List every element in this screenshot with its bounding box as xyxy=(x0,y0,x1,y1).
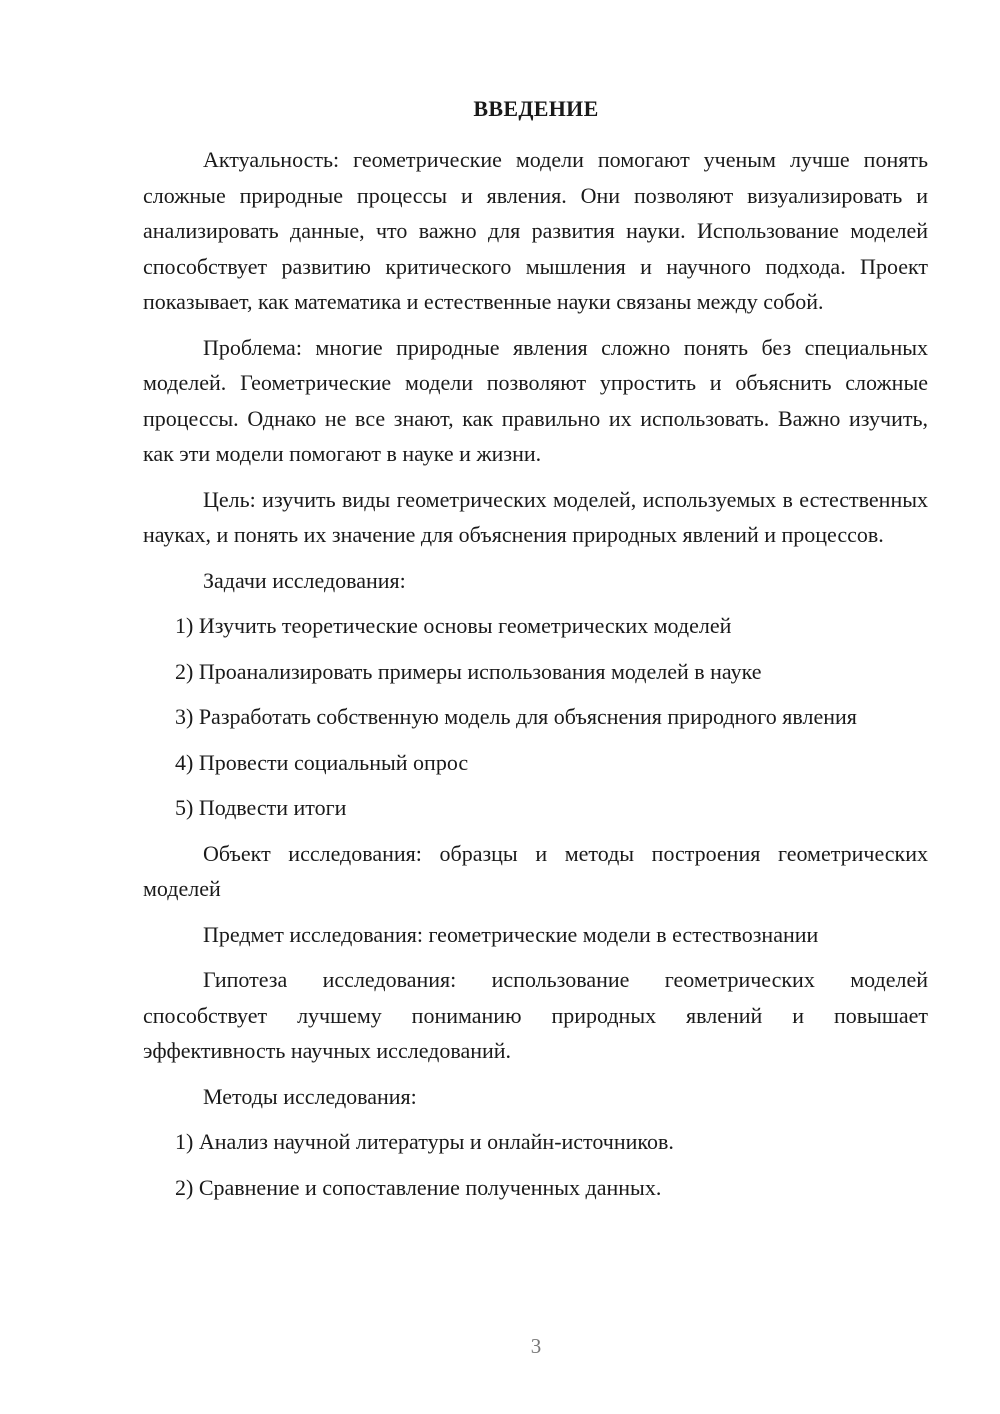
paragraph-problem: Проблема: многие природные явления сложно понять без специальных моделей. Геометрические модели позволяют упростить и объяснить сложные процессы. Однако не все знают, как правильно их использовать. Важно изучить, как эти модели помогают в науке и жизни. xyxy=(143,334,928,466)
paragraph-goal: Цель: изучить виды геометрических моделей, используемых в естественных науках, и понять их значение для объяснения природных явлений и процессов. xyxy=(143,486,928,547)
paragraph-relevance: Актуальность: геометрические модели помогают ученым лучше понять сложные природные процессы и явления. Они позволяют визуализировать и анализировать данные, что важно для развития науки. Использование моделей способствует развитию критического мышления и научного подхода. Проект показывает, как математика и естественные науки связаны между собой. xyxy=(143,147,928,314)
document-body xyxy=(143,142,928,1215)
task-item-4: 4) Провести социальный опрос xyxy=(175,749,469,775)
task-item-5: 5) Подвести итоги xyxy=(175,795,347,820)
methods-heading: Методы исследования: xyxy=(203,1083,417,1109)
method-item-1: 1) Анализ научной литературы и онлайн-источников. xyxy=(175,1129,674,1154)
tasks-heading: Задачи исследования: xyxy=(203,567,406,593)
paragraph-subject: Предмет исследования: геометрические модели в естествознании xyxy=(203,921,819,947)
paragraph-hypothesis: Гипотеза исследования: использование геометрических моделей способствует лучшему пониманию природных явлений и повышает эффективность научных исследований. xyxy=(143,967,928,1063)
paragraph-object: Объект исследования: образцы и методы построения геометрических моделей xyxy=(143,840,928,901)
task-item-3: 3) Разработать собственную модель для объяснения природного явления xyxy=(175,704,857,729)
page-number: 3 xyxy=(530,1334,542,1358)
task-item-2: 2) Проанализировать примеры использования моделей в науке xyxy=(175,658,762,684)
page-title: ВВЕДЕНИЕ xyxy=(473,96,599,121)
method-item-2: 2) Сравнение и сопоставление полученных данных. xyxy=(175,1174,662,1200)
task-item-1: 1) Изучить теоретические основы геометрических моделей xyxy=(175,613,732,638)
